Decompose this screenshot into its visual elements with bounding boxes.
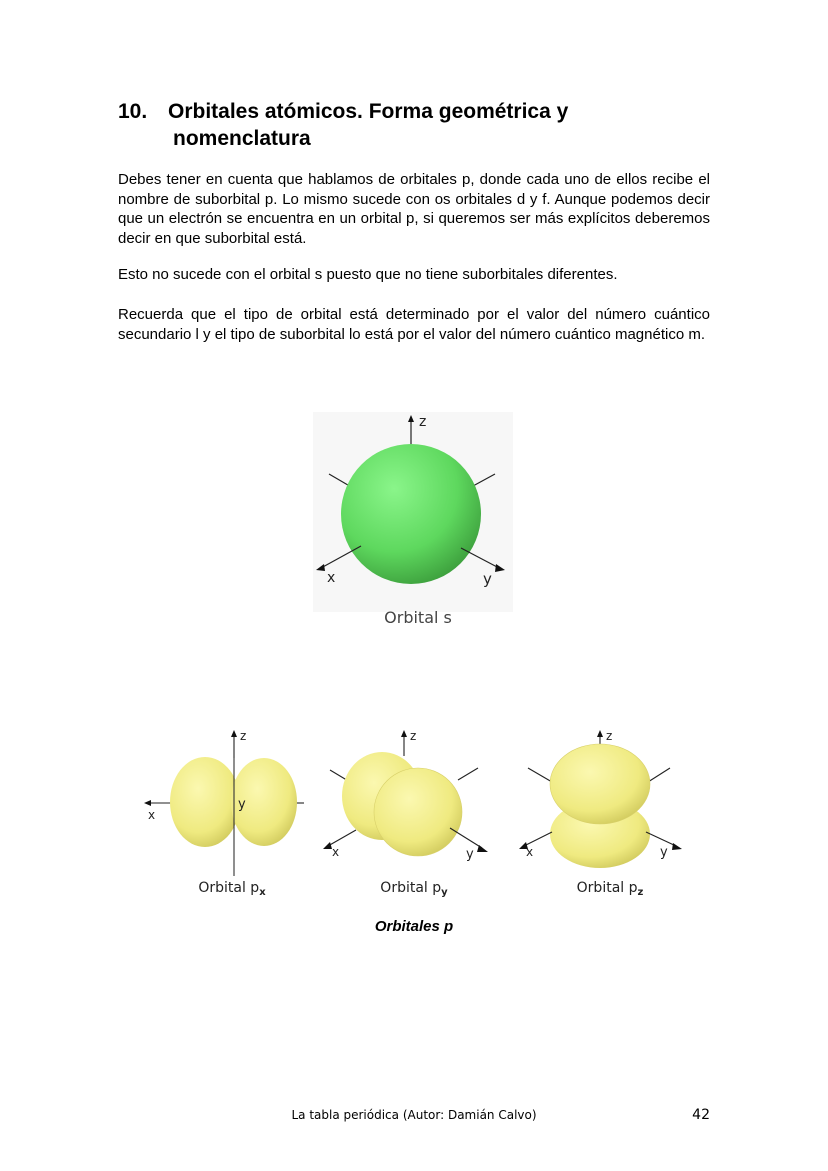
orbital-py-diagram: [320, 728, 498, 878]
section-title-line2: nomenclatura: [173, 127, 311, 150]
page-number: 42: [692, 1107, 710, 1123]
orbital-py-caption: [334, 880, 494, 898]
section-heading: [118, 98, 718, 152]
x-axis-line: [328, 830, 356, 846]
paragraph-orbital-s: Esto no sucede con el orbital s puesto que no tiene suborbitales diferentes.: [118, 266, 618, 283]
axis-label-x: x: [526, 845, 534, 859]
y-axis-back-line: [458, 768, 478, 780]
orbital-pz-lobe-top: [550, 744, 650, 824]
axis-label-x: x: [148, 808, 156, 822]
axis-label-z: z: [606, 729, 613, 743]
z-axis-arrow-icon: [231, 730, 237, 737]
page-footer: La tabla periódica (Autor: Damián Calvo): [291, 1108, 537, 1122]
section-title-line1: Orbitales atómicos. Forma geométrica y: [168, 100, 569, 123]
orbital-px-caption: [152, 880, 312, 898]
orbital-py-lobe-front: [374, 768, 462, 856]
orbital-py-caption-base: Orbital p: [380, 880, 442, 896]
paragraph-suborbitales: Debes tener en cuenta que hablamos de orbitales p, donde cada uno de ellos recibe el nombre de suborbital p. Lo mismo sucede con os orbitales d y f. Aunque podemos decir que un electrón se encuentra en un orbital p, si queremos ser más explícitos deberemos decir en que suborbital está.: [118, 171, 710, 247]
z-axis-arrow-icon: [597, 730, 603, 737]
axis-label-z: z: [410, 729, 417, 743]
orbital-py-figure: [320, 728, 498, 878]
orbital-pz-diagram: [516, 728, 694, 878]
orbital-s-diagram: [313, 412, 513, 612]
axis-label-z: z: [419, 414, 427, 430]
orbital-px-lobe-left: [170, 757, 240, 847]
axis-label-y: y: [660, 845, 668, 860]
orbital-px-caption-base: Orbital p: [198, 880, 260, 896]
axis-label-y: y: [483, 570, 492, 588]
axis-label-x: x: [332, 845, 340, 859]
orbital-pz-caption-subscript: z: [637, 887, 644, 898]
axis-label-y: y: [238, 797, 246, 812]
axis-label-x: x: [327, 570, 336, 586]
x-axis-arrow-icon: [323, 842, 332, 849]
axis-label-z: z: [240, 729, 247, 743]
orbital-s-caption: Orbital s: [384, 608, 452, 627]
orbital-s-figure: [313, 412, 513, 612]
axis-label-y: y: [466, 847, 474, 862]
orbital-px-figure: [142, 728, 312, 878]
x-axis-line: [524, 832, 552, 846]
z-axis-arrow-icon: [401, 730, 407, 737]
y-axis-arrow-icon: [672, 843, 682, 850]
y-axis-line: [646, 832, 676, 846]
y-axis-back-line: [648, 768, 670, 782]
orbital-px-diagram: [142, 728, 312, 878]
section-number: 10.: [118, 100, 148, 123]
orbital-px-caption-subscript: x: [259, 887, 266, 898]
orbital-pz-caption-base: Orbital p: [576, 880, 638, 896]
orbital-py-caption-subscript: y: [441, 887, 448, 898]
orbital-pz-caption: [530, 880, 690, 898]
orbital-s-sphere: [341, 444, 481, 584]
orbitales-p-caption: Orbitales p: [374, 918, 454, 935]
orbital-pz-figure: [516, 728, 694, 878]
x-axis-arrow-icon: [144, 800, 151, 806]
x-axis-back-line: [528, 768, 552, 782]
paragraph-numeros-cuanticos: Recuerda que el tipo de orbital está determinado por el valor del número cuántico secundario l y el tipo de suborbital lo está por el valor del número cuántico magnético m.: [118, 306, 710, 343]
y-axis-line: [450, 828, 482, 848]
